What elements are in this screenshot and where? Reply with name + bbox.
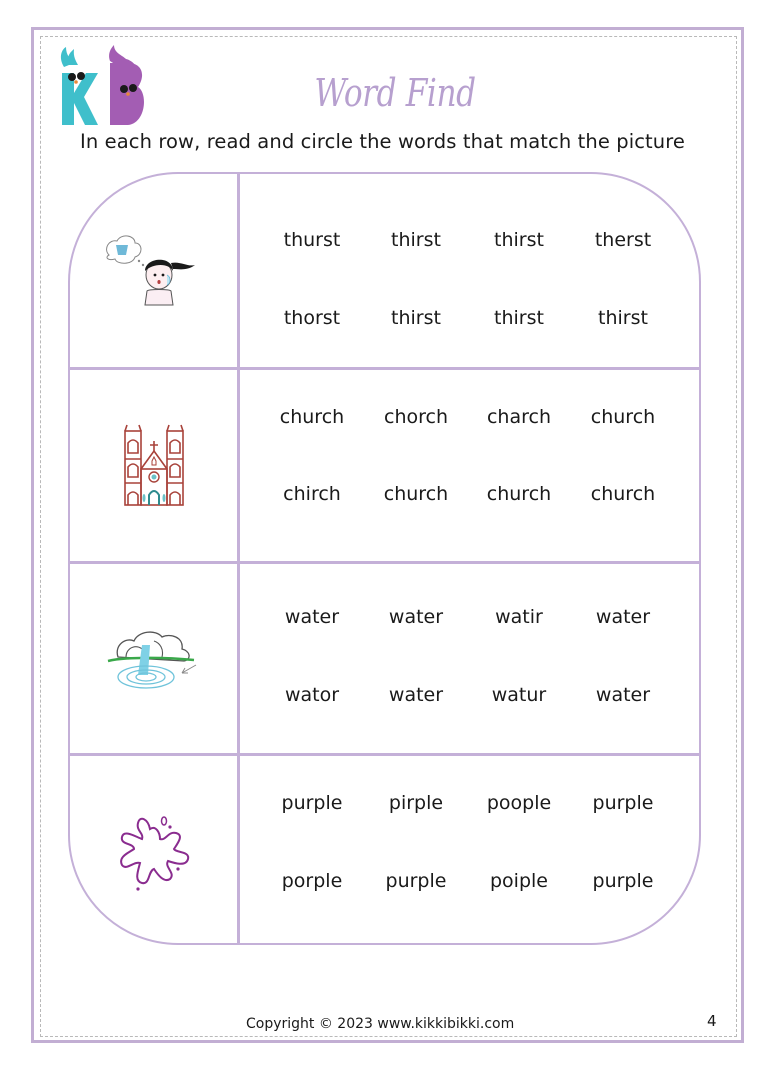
- word-option[interactable]: thirst: [494, 307, 544, 329]
- word-option[interactable]: thorst: [283, 307, 341, 329]
- word-option[interactable]: purple: [385, 870, 447, 892]
- word-option[interactable]: thirst: [391, 307, 441, 329]
- word-option[interactable]: pirple: [388, 792, 444, 814]
- table-row-water: [70, 564, 699, 754]
- word-option[interactable]: poople: [486, 792, 552, 814]
- word-find-table: [68, 172, 701, 945]
- word-option[interactable]: purple: [592, 870, 654, 892]
- copyright-footer: Copyright © 2023 www.kikkibikki.com: [246, 1016, 515, 1032]
- word-option[interactable]: water: [284, 606, 340, 628]
- table-row-purple: [70, 756, 699, 945]
- word-option[interactable]: thirst: [391, 229, 441, 251]
- purple-splash-icon: [70, 756, 237, 945]
- word-option[interactable]: watur: [491, 684, 547, 706]
- word-option[interactable]: thirst: [494, 229, 544, 251]
- word-option[interactable]: water: [595, 606, 651, 628]
- word-option[interactable]: charch: [486, 406, 551, 428]
- word-option[interactable]: chorch: [384, 406, 448, 428]
- word-option[interactable]: porple: [281, 870, 343, 892]
- word-option[interactable]: wator: [284, 684, 340, 706]
- word-option[interactable]: chirch: [283, 483, 341, 505]
- word-option[interactable]: church: [383, 483, 449, 505]
- word-option[interactable]: poiple: [490, 870, 548, 892]
- word-option[interactable]: thirst: [598, 307, 648, 329]
- table-row-thirst: [70, 174, 699, 367]
- word-option[interactable]: church: [279, 406, 345, 428]
- word-option[interactable]: church: [590, 483, 656, 505]
- word-option[interactable]: therst: [594, 229, 652, 251]
- word-option[interactable]: thurst: [283, 229, 341, 251]
- word-option[interactable]: church: [486, 483, 552, 505]
- page-title: Word Find: [314, 71, 476, 115]
- instructions-text: In each row, read and circle the words that match the picture: [80, 130, 686, 153]
- word-option[interactable]: water: [388, 684, 444, 706]
- word-option[interactable]: watir: [495, 606, 543, 628]
- word-option[interactable]: purple: [592, 792, 654, 814]
- thirsty-girl-icon: [70, 174, 237, 367]
- word-option[interactable]: water: [595, 684, 651, 706]
- table-row-church: [70, 370, 699, 561]
- word-option[interactable]: purple: [281, 792, 343, 814]
- water-spring-icon: [70, 564, 237, 754]
- church-icon: [70, 370, 237, 561]
- page-number: 4: [707, 1012, 717, 1030]
- word-option[interactable]: church: [590, 406, 656, 428]
- word-option[interactable]: water: [388, 606, 444, 628]
